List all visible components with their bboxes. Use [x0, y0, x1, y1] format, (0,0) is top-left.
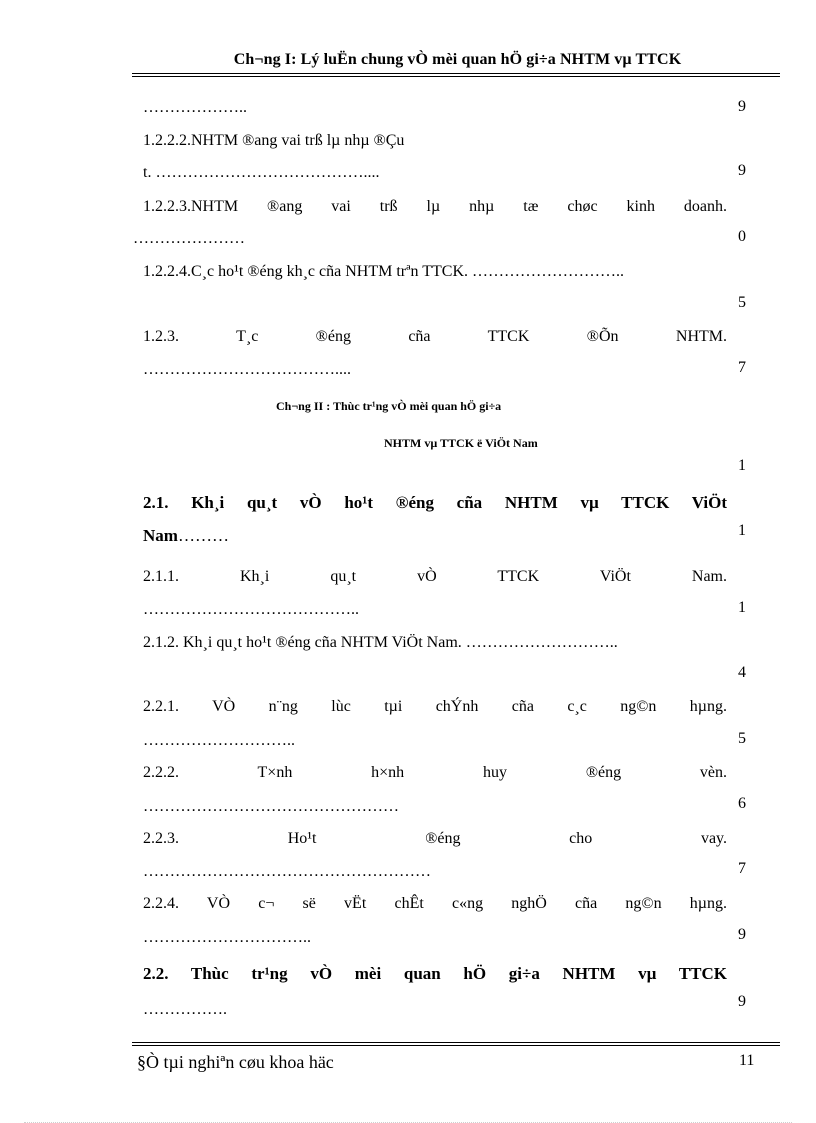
- toc-entry-leader: ………………………………………………: [143, 863, 431, 880]
- toc-page-number: 9: [738, 162, 746, 179]
- header-rule-bottom: [132, 76, 780, 77]
- toc-entry-leader: ………………………………....: [143, 361, 351, 378]
- toc-page-number: 0: [738, 228, 746, 245]
- chapter-heading-line1: Ch¬ng II : Thùc tr¹ng vÒ mèi quan hÖ gi÷a: [276, 399, 502, 413]
- toc-page-number: 5: [738, 294, 746, 311]
- toc-page-number: 1: [738, 457, 746, 474]
- toc-entry-text: 2.2.3. Ho¹t ®éng cho vay.: [143, 830, 727, 847]
- toc-entry-text: 2.2.2. T×nh h×nh huy ®éng vèn.: [143, 764, 727, 781]
- toc-entry-text: 2.2.1. VÒ n¨ng lùc tµi chÝnh cña c¸c ng©n hµng.: [143, 698, 727, 715]
- toc-entry-leader: …………………: [133, 230, 245, 247]
- toc-entry-leader: …………….: [143, 1001, 227, 1018]
- toc-entry-text: 2.2.4. VÒ c¬ së vËt chÊt c«ng nghÖ cña ng©n hµng.: [143, 895, 727, 912]
- toc-entry-text: 1.2.2.3.NHTM ®ang vai trß lµ nhµ tæ chøc kinh doanh.: [143, 198, 727, 215]
- footer-rule-top: [132, 1042, 780, 1043]
- footer-rule-bottom: [132, 1045, 780, 1046]
- toc-entry-text: 2.1.2. Kh¸i qu¸t ho¹t ®éng cña NHTM ViÖt Nam. ………………………..: [143, 634, 618, 651]
- toc-entry-leader: ………………………..: [143, 732, 295, 749]
- chapter-heading-line2: NHTM vµ TTCK ë ViÖt Nam: [384, 436, 538, 450]
- toc-entry-text: 2.1.1. Kh¸i qu¸t vÒ TTCK ViÖt Nam.: [143, 568, 727, 585]
- chapter-header-title: Ch¬ng I: Lý luËn chung vÒ mèi quan hÖ gi÷a NHTM vµ TTCK: [233, 51, 682, 68]
- toc-page-number: 4: [738, 664, 746, 681]
- toc-page-number: 9: [738, 98, 746, 115]
- toc-entry-text: 1.2.2.2.NHTM ®ang vai trß lµ nhµ ®Çu: [143, 132, 405, 149]
- toc-page-number: 5: [738, 730, 746, 747]
- footer-document-title: §Ò tµi nghiªn cøu khoa häc: [137, 1052, 334, 1072]
- toc-section-heading: 2.2. Thùc tr¹ng vÒ mèi quan hÖ gi÷a NHTM vµ TTCK: [143, 964, 727, 983]
- toc-page-number: 9: [738, 926, 746, 943]
- toc-section-heading-cont: [143, 526, 727, 546]
- toc-section-heading: 2.1. Kh¸i qu¸t vÒ ho¹t ®éng cña NHTM vµ TTCK ViÖt: [143, 493, 727, 512]
- toc-page-number: 7: [738, 860, 746, 877]
- toc-entry-leader: t. …………………………………....: [143, 164, 380, 181]
- toc-entry-leader: …………………………………..: [143, 601, 359, 618]
- toc-entry-leader: …………………………………………: [143, 798, 399, 815]
- toc-page-number: 7: [738, 359, 746, 376]
- header-rule-top: [132, 73, 780, 74]
- toc-page-number: 1: [738, 599, 746, 616]
- toc-entry-leader: …………………………..: [143, 929, 311, 946]
- toc-section-word: Nam: [143, 526, 178, 545]
- toc-entry-text: 1.2.2.4.C¸c ho¹t ®éng kh¸c cña NHTM trªn TTCK. ………………………..: [143, 263, 625, 280]
- toc-entry-leader: ………: [177, 526, 229, 545]
- toc-entry-text: 1.2.3. T¸c ®éng cña TTCK ®Õn NHTM.: [143, 328, 727, 345]
- footer-page-number: 11: [739, 1052, 755, 1069]
- toc-entry-text: ………………..: [143, 99, 247, 116]
- toc-page-number: 1: [738, 522, 746, 539]
- toc-page-number: 6: [738, 795, 746, 812]
- toc-page-number: 9: [738, 993, 746, 1010]
